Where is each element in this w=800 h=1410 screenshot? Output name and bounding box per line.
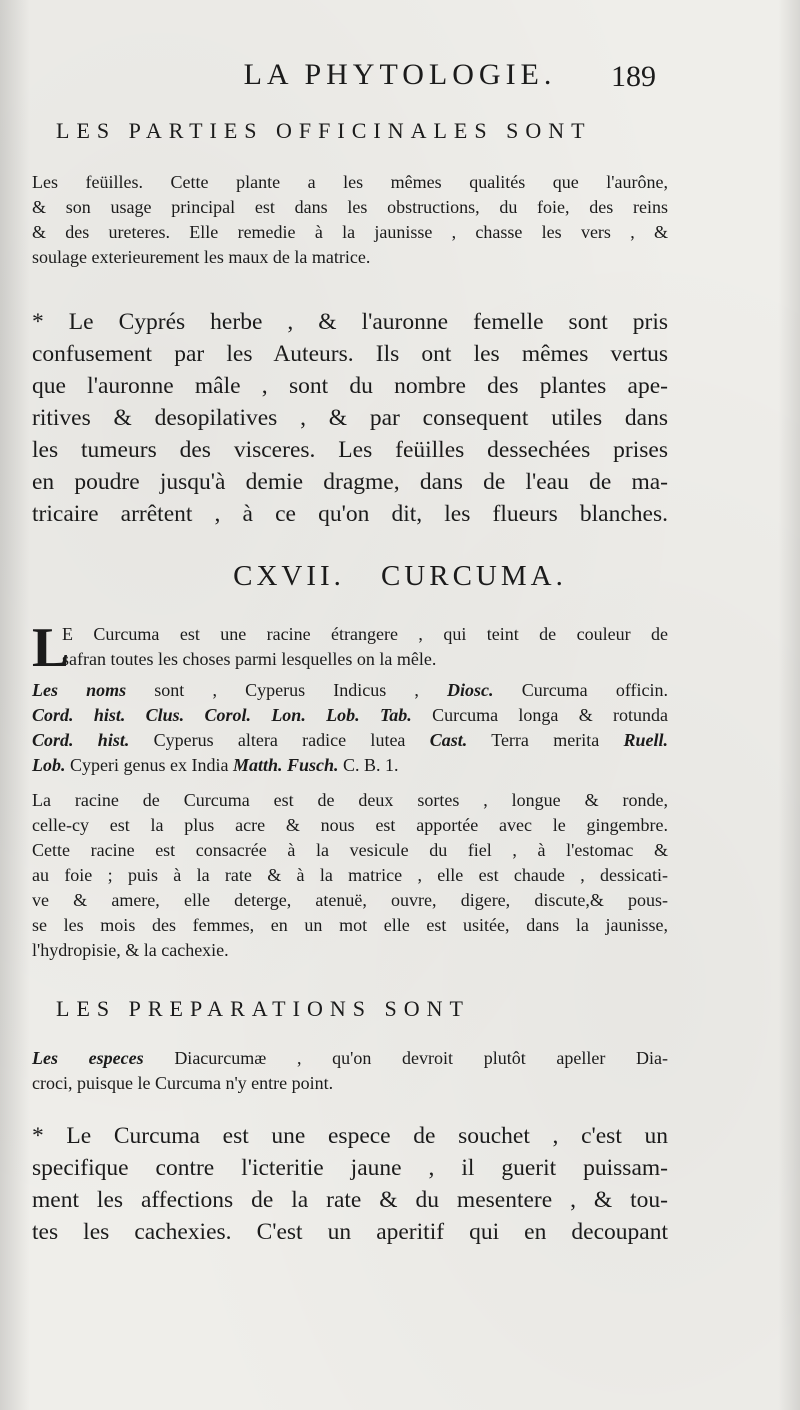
running-head: [0, 58, 800, 94]
text-line: safran toutes les choses parmi lesquelles on la mêle.: [62, 649, 437, 669]
chapter-name: CURCUMA.: [380, 560, 567, 592]
note-curcuma: [32, 1120, 668, 1248]
running-title: LA PHYTOLOGIE.: [243, 58, 557, 91]
text-line: en poudre jusqu'à demie dragme, dans de l'eau de ma-: [32, 469, 668, 495]
citation-italic: Diosc.: [447, 680, 494, 700]
section-heading-preparations: LES PREPARATIONS SONT: [56, 996, 470, 1021]
text-line: soulage exterieurement les maux de la matrice.: [32, 247, 371, 267]
text-line: [32, 1046, 668, 1071]
text-line: [32, 728, 668, 753]
text-line: les tumeurs des visceres. Les feüilles dessechées prises: [32, 437, 668, 463]
text-line: [32, 678, 668, 703]
text-line: La racine de Curcuma est de deux sortes , longue & ronde,: [32, 790, 668, 810]
paragraph-especes: [32, 1046, 668, 1096]
text-line: Les feüilles. Cette plante a les mêmes qualités que l'aurône,: [32, 172, 668, 192]
text-line: croci, puisque le Curcuma n'y entre point.: [32, 1073, 334, 1093]
paragraph-intro: [62, 622, 668, 672]
citation-italic: Cord. hist. Clus. Corol. Lon. Lob. Tab.: [32, 705, 412, 725]
text-line: [32, 703, 668, 728]
paragraph-officinales: [32, 170, 668, 270]
text-run: Diacurcumæ , qu'on devroit plutôt apeller Dia-: [143, 1048, 668, 1068]
text-line: se les mois des femmes, en un mot elle est usitée, dans la jaunisse,: [32, 915, 668, 935]
chapter-title: [0, 560, 800, 593]
text-line: * Le Curcuma est une espece de souchet , c'est un: [32, 1123, 668, 1149]
note-cypres: [32, 306, 668, 530]
text-line: & son usage principal est dans les obstructions, du foie, des reins: [32, 197, 668, 217]
text-line: l'hydropisie, & la cachexie.: [32, 940, 229, 960]
text-line: Cette racine est consacrée à la vesicule du fiel , à l'estomac &: [32, 840, 668, 860]
paragraph-noms: [32, 678, 668, 778]
citation-italic: Ruell.: [623, 730, 668, 750]
text-line: ve & amere, elle deterge, atenuë, ouvre, digere, discute,& pous-: [32, 890, 668, 910]
citation-italic: Cord. hist.: [32, 730, 130, 750]
text-line: ment les affections de la rate & du mesentere , & tou-: [32, 1187, 668, 1213]
text-line: ritives & desopilatives , & par consequent utiles dans: [32, 405, 668, 431]
text-line: confusement par les Auteurs. Ils ont les mêmes vertus: [32, 341, 668, 367]
text-line: au foie ; puis à la rate & à la matrice , elle est chaude , dessicati-: [32, 865, 668, 885]
text-run: C. B. 1.: [338, 755, 399, 775]
text-run: Curcuma officin.: [493, 680, 668, 700]
section-heading-officinales: LES PARTIES OFFICINALES SONT: [56, 118, 592, 143]
text-line: [32, 753, 668, 778]
text-run: sont , Cyperus Indicus ,: [126, 680, 448, 700]
page-number: 189: [611, 60, 656, 93]
text-run: Curcuma longa & rotunda: [411, 705, 668, 725]
label-italic: Les noms: [32, 680, 127, 700]
text-line: specifique contre l'icteritie jaune , il guerit puissam-: [32, 1155, 668, 1181]
text-run: Cyperus altera radice lutea: [129, 730, 430, 750]
text-line: & des ureteres. Elle remedie à la jaunisse , chasse les vers , &: [32, 222, 668, 242]
text-line: tricaire arrêtent , à ce qu'on dit, les flueurs blanches.: [32, 501, 668, 527]
label-italic: Les especes: [32, 1048, 144, 1068]
chapter-number: CXVII.: [233, 560, 345, 592]
text-line: E Curcuma est une racine étrangere , qui teint de couleur de: [62, 624, 668, 644]
text-run: Terra merita: [467, 730, 624, 750]
citation-italic: Cast.: [429, 730, 468, 750]
text-line: celle-cy est la plus acre & nous est apportée avec le gingembre.: [32, 815, 668, 835]
text-line: que l'auronne mâle , sont du nombre des plantes ape-: [32, 373, 668, 399]
text-run: Cyperi genus ex India: [65, 755, 233, 775]
text-line: tes les cachexies. C'est un aperitif qui en decoupant: [32, 1219, 668, 1245]
drop-cap: L: [32, 617, 70, 679]
citation-italic: Lob.: [32, 755, 66, 775]
paragraph-racine: [32, 788, 668, 963]
text-line: * Le Cyprés herbe , & l'auronne femelle sont pris: [32, 309, 668, 335]
citation-italic: Matth. Fusch.: [232, 755, 339, 775]
